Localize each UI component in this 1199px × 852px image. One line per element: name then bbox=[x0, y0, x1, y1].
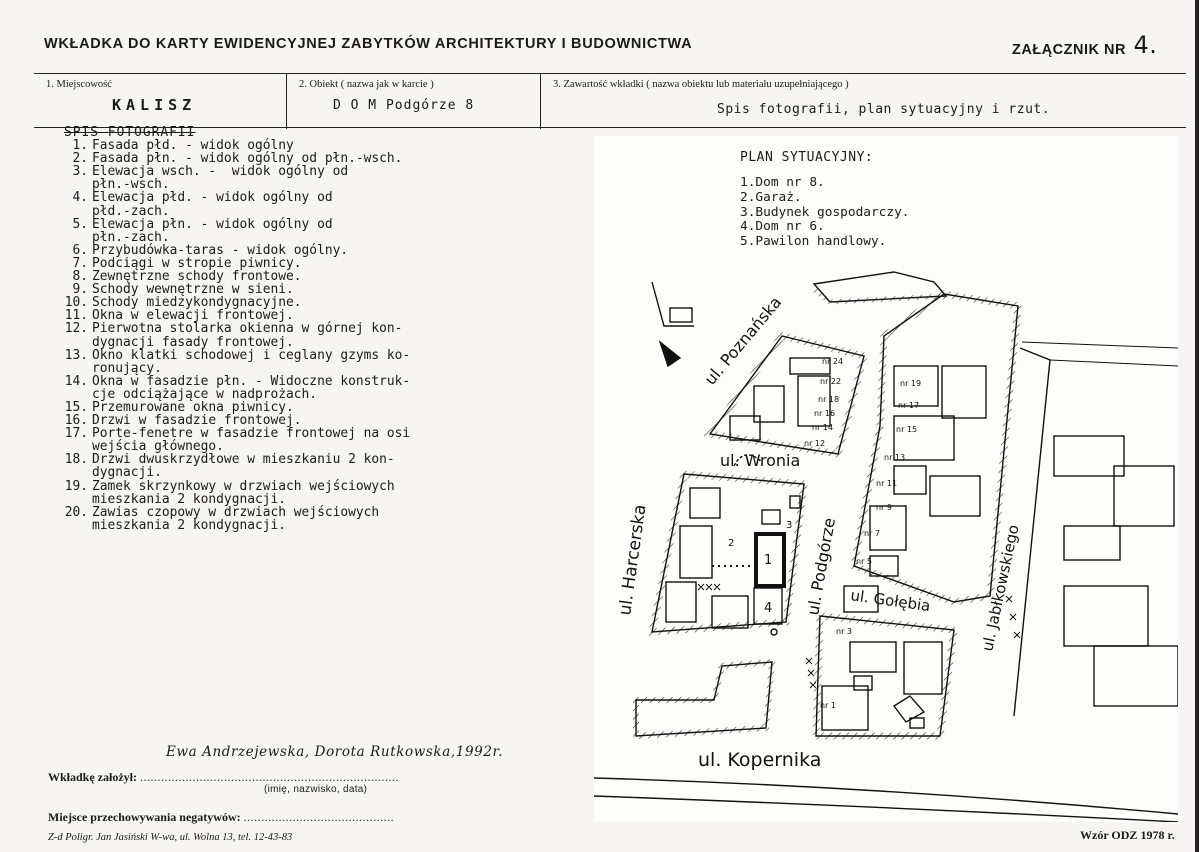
photo-list-item bbox=[56, 375, 410, 388]
photo-list-number: 17. bbox=[64, 426, 88, 442]
house-number: nr 7 bbox=[864, 529, 880, 538]
marker-budynek-gospodarczy: 3 bbox=[786, 520, 793, 531]
photo-list-text: Przemurowane okna piwnicy. bbox=[92, 399, 294, 415]
legend-item: 4.Dom nr 6. bbox=[740, 219, 825, 235]
photo-list-number: 14. bbox=[64, 373, 88, 389]
photo-list-number: 2. bbox=[72, 151, 88, 167]
photo-list-text: Fasada płd. - widok ogólny bbox=[92, 138, 294, 154]
photo-list-item bbox=[56, 231, 410, 244]
photo-list-number: 15. bbox=[64, 399, 88, 415]
photo-list-number bbox=[56, 519, 92, 532]
photo-list-text: Okno klatki schodowej i ceglany gzyms ko- bbox=[92, 347, 411, 363]
photo-list-number bbox=[56, 231, 92, 244]
marker-dom-nr-8: 1 bbox=[764, 553, 773, 568]
photo-list-number bbox=[56, 336, 92, 349]
photo-list-text: Porte-fenetre w fasadzie frontowej na osi bbox=[92, 426, 411, 442]
photo-list-text: dygnacji fasady frontowej. bbox=[92, 334, 294, 350]
photo-list-text: cje odciążające w nadprożach. bbox=[92, 386, 318, 402]
photo-list-number: 18. bbox=[64, 452, 88, 468]
founded-sub: (imię, nazwisko, data) bbox=[264, 784, 368, 795]
house-number: nr 5 bbox=[856, 557, 872, 566]
photo-list-text: Okna w elewacji frontowej. bbox=[92, 308, 294, 324]
annex-number bbox=[1012, 32, 1157, 60]
photo-list-number: 4. bbox=[72, 190, 88, 206]
photo-list-text: płd.-zach. bbox=[92, 203, 170, 219]
founded-dots: .......................................................................... bbox=[140, 770, 399, 784]
object-value: D O M Podgórze 8 bbox=[333, 98, 475, 113]
photo-list-number: 19. bbox=[64, 478, 88, 494]
photo-list-number bbox=[56, 493, 92, 506]
kiosk bbox=[670, 308, 692, 322]
photo-list-text: Fasada płn. - widok ogólny od płn.-wsch. bbox=[92, 151, 403, 167]
photo-list-item bbox=[56, 336, 410, 349]
negatives-dots: ........................................... bbox=[243, 810, 395, 824]
house-number: nr 11 bbox=[876, 479, 898, 488]
site-map bbox=[594, 266, 1178, 822]
photo-list-number: 11. bbox=[64, 308, 88, 324]
photo-list-number bbox=[56, 388, 92, 401]
content-label: 3. Zawartość wkładki ( nazwa obiektu lub materiału uzupełniającego ) bbox=[553, 79, 849, 90]
photo-list-heading: SPIS FOTOGRAFII bbox=[64, 125, 196, 140]
marker-garaz: 2 bbox=[728, 538, 735, 549]
locality-label: 1. Miejscowość bbox=[46, 79, 112, 90]
plan-legend bbox=[740, 176, 910, 250]
photo-list-item bbox=[56, 218, 410, 231]
negatives-line bbox=[48, 810, 394, 825]
house-number: nr 18 bbox=[818, 395, 840, 404]
site-plan bbox=[594, 136, 1178, 822]
photo-list-text: mieszkania 2 kondygnacji. bbox=[92, 517, 287, 533]
photo-list-number bbox=[56, 466, 92, 479]
house-number: nr 12 bbox=[804, 439, 826, 448]
authors: Ewa Andrzejewska, Dorota Rutkowska,1992r. bbox=[166, 744, 503, 760]
legend-item: 2.Garaż. bbox=[740, 189, 802, 205]
marker-dom-nr-6: 4 bbox=[764, 601, 773, 616]
photo-list-item bbox=[56, 362, 410, 375]
field-object bbox=[286, 74, 540, 129]
photo-list-text: Elewacja płn. - widok ogólny od bbox=[92, 216, 333, 232]
negatives-label: Miejsce przechowywania negatywów: bbox=[48, 810, 241, 824]
photo-list-text: Zamek skrzynkowy w drzwiach wejściowych bbox=[92, 478, 395, 494]
photo-list-text: Schody wewnętrzne w sieni. bbox=[92, 282, 294, 298]
photo-list-item bbox=[56, 191, 410, 204]
scan-edge bbox=[1195, 0, 1199, 852]
photo-list-text: Podciągi w stropie piwnicy. bbox=[92, 255, 302, 271]
photo-list-number: 3. bbox=[72, 164, 88, 180]
legend-item: 5.Pawilon handlowy. bbox=[740, 234, 887, 250]
photo-list-number: 9. bbox=[72, 282, 88, 298]
photo-list-item bbox=[56, 493, 410, 506]
photo-list-item bbox=[56, 506, 410, 519]
object-label: 2. Obiekt ( nazwa jak w karcie ) bbox=[299, 79, 434, 90]
photo-list-text: płn.-zach. bbox=[92, 229, 170, 245]
street-jablkowskiego: ul. Jabłkowskiego bbox=[978, 523, 1023, 653]
photo-list-text: Elewacja wsch. - widok ogólny od bbox=[92, 164, 349, 180]
photo-list-number: 10. bbox=[64, 295, 88, 311]
photo-list-text: ronujący. bbox=[92, 360, 162, 376]
house-number: nr 22 bbox=[820, 377, 842, 386]
locality-value: KALISZ bbox=[112, 96, 197, 114]
photo-list-text: Okna w fasadzie płn. - Widoczne konstruk- bbox=[92, 373, 411, 389]
photo-list-number: 8. bbox=[72, 269, 88, 285]
street-podgorze: ul. Podgórze bbox=[803, 516, 840, 617]
photo-list-text: wejścia głównego. bbox=[92, 439, 224, 455]
field-content bbox=[540, 74, 1186, 129]
photo-list-text: Elewacja płd. - widok ogólny od bbox=[92, 190, 333, 206]
founded-line bbox=[48, 770, 399, 785]
house-number: nr 3 bbox=[836, 627, 852, 636]
photo-list-number: 12. bbox=[64, 321, 88, 337]
photo-list-number: 7. bbox=[72, 255, 88, 271]
photo-list-text: płn.-wsch. bbox=[92, 177, 170, 193]
photo-list-number: 20. bbox=[64, 504, 88, 520]
photo-list-text: Drzwi dwuskrzydłowe w mieszkaniu 2 kon- bbox=[92, 452, 395, 468]
plan-title: PLAN SYTUACYJNY: bbox=[740, 150, 874, 165]
photo-list-item bbox=[56, 480, 410, 493]
field-locality bbox=[34, 74, 286, 129]
house-number: nr 9 bbox=[876, 503, 892, 512]
house-number: nr 16 bbox=[814, 409, 836, 418]
photo-list-item bbox=[56, 322, 410, 335]
annex-number-value: 4. bbox=[1133, 31, 1158, 59]
photo-list-text: Drzwi w fasadzie frontowej. bbox=[92, 413, 302, 429]
photo-list-item bbox=[56, 519, 410, 532]
annex-label: ZAŁĄCZNIK NR bbox=[1012, 42, 1126, 58]
legend-item: 1.Dom nr 8. bbox=[740, 175, 825, 190]
photo-list-number bbox=[56, 362, 92, 375]
house-number: nr 1 bbox=[820, 701, 836, 710]
map-linework bbox=[594, 272, 1178, 822]
photo-list-text: mieszkania 2 kondygnacji. bbox=[92, 491, 287, 507]
house-number: nr 13 bbox=[884, 453, 906, 462]
house-number: nr 24 bbox=[822, 357, 844, 366]
photo-list-number: 16. bbox=[64, 413, 88, 429]
house-number: nr 19 bbox=[900, 379, 922, 388]
house-number: nr 15 bbox=[896, 425, 918, 434]
photo-list-item bbox=[56, 349, 410, 362]
page-title: WKŁADKA DO KARTY EWIDENCYJNEJ ZABYTKÓW ARCHITEKTURY I BUDOWNICTWA bbox=[44, 36, 693, 52]
photo-list-number bbox=[56, 205, 92, 218]
content-value: Spis fotografii, plan sytuacyjny i rzut. bbox=[717, 102, 1051, 117]
photo-list-text: Zawias czopowy w drzwiach wejściowych bbox=[92, 504, 380, 520]
house-number: nr 14 bbox=[812, 423, 834, 432]
photo-list-items bbox=[56, 139, 410, 532]
street-golebia: ul. Gołębia bbox=[849, 586, 932, 616]
printer-info: Z-d Poligr. Jan Jasiński W-wa, ul. Wolna 13, tel. 12-43-83 bbox=[48, 832, 293, 843]
house-number: nr 17 bbox=[898, 401, 920, 410]
photo-list-number: 5. bbox=[72, 216, 88, 232]
photo-list-number: 1. bbox=[72, 138, 88, 154]
photo-list-text: Zewnętrzne schody frontowe. bbox=[92, 269, 302, 285]
photo-list-text: dygnacji. bbox=[92, 465, 162, 481]
street-harcerska: ul. Harcerska bbox=[615, 503, 651, 617]
photo-list-item bbox=[56, 466, 410, 479]
form-code: Wzór ODZ 1978 r. bbox=[1080, 828, 1175, 842]
photo-list-number: 13. bbox=[64, 347, 88, 363]
photo-list-text: Pierwotna stolarka okienna w górnej kon- bbox=[92, 321, 403, 337]
photo-list-item bbox=[56, 388, 410, 401]
photo-list-item bbox=[56, 244, 410, 257]
photo-list-text: Schody miedzykondygnacyjne. bbox=[92, 295, 302, 311]
street-kopernika: ul. Kopernika bbox=[698, 749, 822, 771]
founded-label: Wkładkę założył: bbox=[48, 770, 137, 784]
photo-list bbox=[56, 126, 410, 532]
street-wronia: ul. Wronia bbox=[720, 451, 801, 470]
header-fields bbox=[34, 73, 1186, 128]
street-poznanska: ul. Poznańska bbox=[700, 292, 786, 389]
legend-item: 3.Budynek gospodarczy. bbox=[740, 204, 910, 220]
photo-list-text: Przybudówka-taras - widok ogólny. bbox=[92, 242, 349, 258]
photo-list-number: 6. bbox=[72, 242, 88, 258]
photo-list-item bbox=[56, 205, 410, 218]
